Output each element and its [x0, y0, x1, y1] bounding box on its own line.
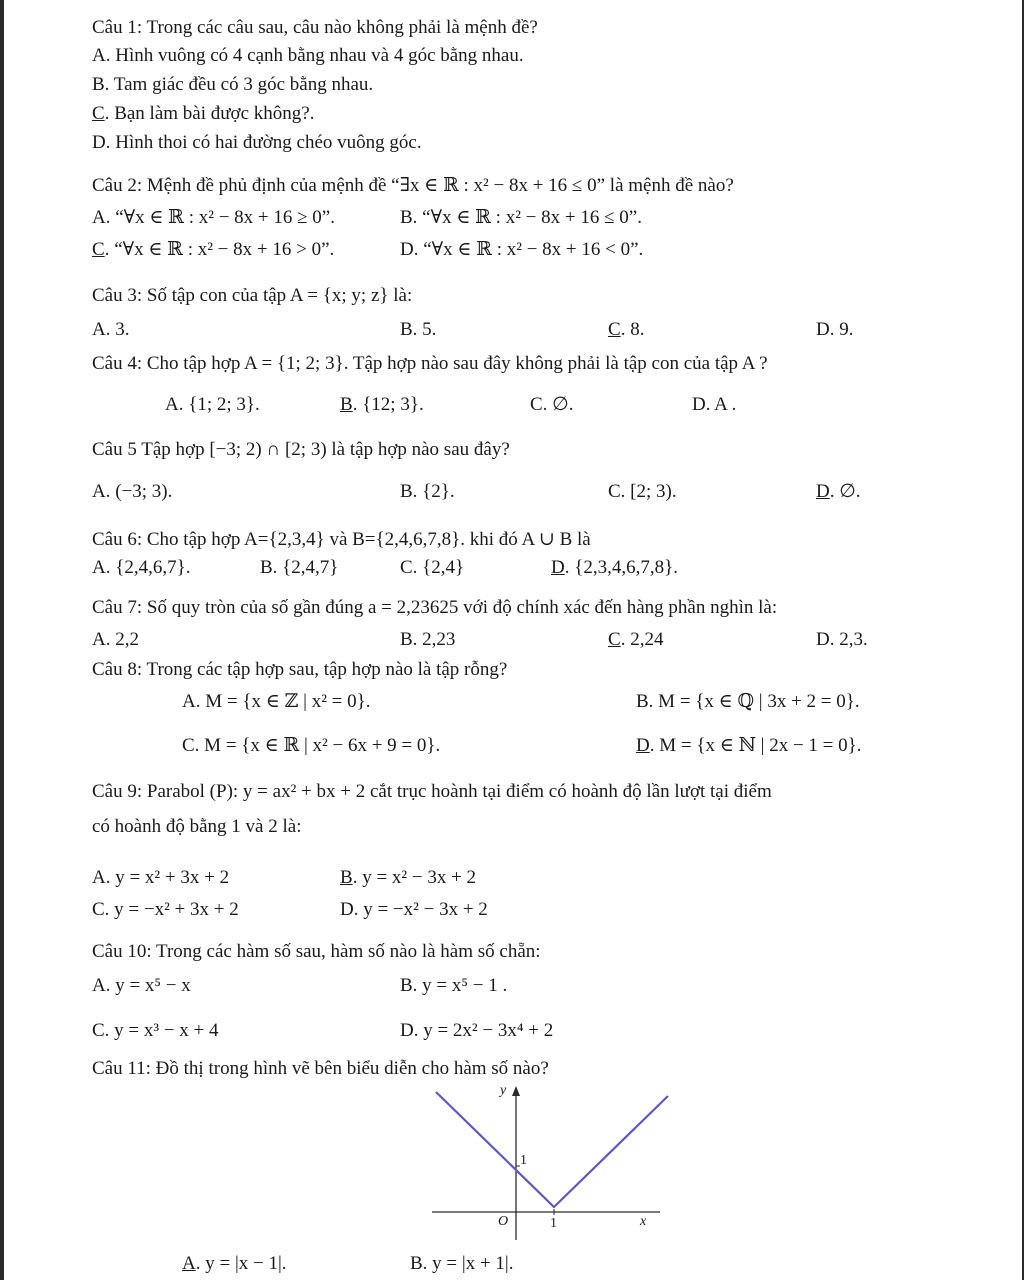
q11-answer-key: A: [182, 1253, 196, 1274]
q6-option-a: A. {2,4,6,7}.: [92, 557, 191, 578]
q4-answer-key: B: [340, 394, 353, 415]
q7-answer-key: C: [608, 629, 621, 650]
q11-graph: [428, 1082, 680, 1244]
origin-label: O: [498, 1214, 509, 1229]
q4-option-b: [340, 393, 424, 417]
q5-option-d-text: . ∅.: [829, 481, 861, 502]
q10-option-d: D. y = 2x² − 3x⁴ + 2: [400, 1020, 554, 1041]
q5-stem: Câu 5 Tập hợp [−3; 2) ∩ [2; 3) là tập hợp nào sau đây?: [92, 439, 510, 460]
q6-answer-key: D: [551, 557, 565, 578]
y-axis-label: y: [500, 1083, 507, 1098]
q6-option-d-text: . {2,3,4,6,7,8}.: [564, 557, 678, 578]
q10-stem: Câu 10: Trong các hàm số sau, hàm số nào là hàm số chẵn:: [92, 941, 541, 962]
q3-answer-key: C: [608, 319, 621, 340]
q11-option-a: [182, 1252, 287, 1276]
q4-option-a: A. {1; 2; 3}.: [165, 394, 260, 415]
x-tick-label: 1: [550, 1216, 557, 1231]
abs-value-graph-line: [436, 1092, 668, 1207]
q5-option-c: C. [2; 3).: [608, 481, 677, 502]
q7-option-d: D. 2,3.: [816, 629, 868, 650]
q6-option-b: B. {2,4,7}: [260, 557, 339, 578]
q1-option-b: B. Tam giác đều có 3 góc bằng nhau.: [92, 74, 374, 95]
q8-option-c: C. M = {x ∈ ℝ | x² − 6x + 9 = 0}.: [182, 735, 441, 756]
q1-option-c: [92, 102, 314, 126]
q3-option-c: [608, 318, 644, 342]
q9-answer-key: B: [340, 867, 353, 888]
q11-stem: Câu 11: Đồ thị trong hình vẽ bên biểu diễn cho hàm số nào?: [92, 1058, 549, 1079]
q2-option-d: D. “∀x ∈ ℝ : x² − 8x + 16 < 0”.: [400, 239, 644, 260]
q4-option-d: D. A .: [692, 394, 737, 415]
q2-option-c-text: . “∀x ∈ ℝ : x² − 8x + 16 > 0”.: [104, 239, 335, 260]
q5-option-b: B. {2}.: [400, 481, 455, 502]
q2-answer-key: C: [92, 239, 105, 260]
q8-option-d-text: . M = {x ∈ ℕ | 2x − 1 = 0}.: [649, 735, 862, 756]
q5-option-d: [816, 480, 861, 504]
q4-option-c: C. ∅.: [530, 394, 574, 415]
q7-option-c-text: . 2,24: [620, 629, 664, 650]
q1-answer-key: C: [92, 103, 105, 124]
q3-option-d: D. 9.: [816, 319, 854, 340]
q6-option-d: [551, 556, 678, 580]
q1-stem: Câu 1: Trong các câu sau, câu nào không phải là mệnh đề?: [92, 17, 538, 38]
q2-stem: Câu 2: Mệnh đề phủ định của mệnh đề “∃x ∈ ℝ : x² − 8x + 16 ≤ 0” là mệnh đề nào?: [92, 175, 734, 196]
q10-option-a: A. y = x⁵ − x: [92, 975, 191, 996]
q10-option-c: C. y = x³ − x + 4: [92, 1020, 219, 1041]
q7-stem: Câu 7: Số quy tròn của số gần đúng a = 2,23625 với độ chính xác đến hàng phần nghìn là:: [92, 597, 778, 618]
q6-option-c: C. {2,4}: [400, 557, 465, 578]
q2-option-c: [92, 238, 334, 262]
q9-stem-line2: có hoành độ bằng 1 và 2 là:: [92, 816, 302, 837]
y-tick-label: 1: [520, 1153, 527, 1168]
q7-option-a: A. 2,2: [92, 629, 139, 650]
q9-option-a: A. y = x² + 3x + 2: [92, 867, 230, 888]
q1-option-c-text: . Bạn làm bài được không?.: [104, 103, 315, 124]
q11-option-b: B. y = |x + 1|.: [410, 1253, 514, 1274]
q8-answer-key: D: [636, 735, 650, 756]
q3-option-a: A. 3.: [92, 319, 130, 340]
y-axis-arrow: [512, 1086, 520, 1096]
q9-option-b-text: . y = x² − 3x + 2: [352, 867, 477, 888]
q8-option-d: [636, 734, 862, 758]
q8-option-a: A. M = {x ∈ ℤ | x² = 0}.: [182, 691, 371, 712]
q1-option-d: D. Hình thoi có hai đường chéo vuông góc.: [92, 132, 422, 153]
q4-option-b-text: . {12; 3}.: [352, 394, 424, 415]
q3-stem: Câu 3: Số tập con của tập A = {x; y; z} là:: [92, 285, 413, 306]
q8-stem: Câu 8: Trong các tập hợp sau, tập hợp nào là tập rỗng?: [92, 659, 508, 680]
q3-option-c-text: . 8.: [620, 319, 645, 340]
q7-option-b: B. 2,23: [400, 629, 456, 650]
q9-option-d: D. y = −x² − 3x + 2: [340, 899, 488, 920]
q2-option-a: A. “∀x ∈ ℝ : x² − 8x + 16 ≥ 0”.: [92, 207, 335, 228]
q9-stem-line1: Câu 9: Parabol (P): y = ax² + bx + 2 cắt trục hoành tại điểm có hoành độ lần lượt tại điểm: [92, 781, 772, 802]
q1-option-a: A. Hình vuông có 4 cạnh bằng nhau và 4 góc bằng nhau.: [92, 45, 524, 66]
q7-option-c: [608, 628, 663, 652]
q9-option-c: C. y = −x² + 3x + 2: [92, 899, 239, 920]
q5-option-a: A. (−3; 3).: [92, 481, 173, 502]
x-axis-label: x: [640, 1214, 647, 1229]
q6-stem: Câu 6: Cho tập hợp A={2,3,4} và B={2,4,6,7,8}. khi đó A ∪ B là: [92, 529, 591, 550]
q3-option-b: B. 5.: [400, 319, 437, 340]
q5-answer-key: D: [816, 481, 830, 502]
q9-option-b: [340, 866, 476, 890]
q11-option-a-text: . y = |x − 1|.: [195, 1253, 287, 1274]
q10-option-b: B. y = x⁵ − 1 .: [400, 975, 508, 996]
q8-option-b: B. M = {x ∈ ℚ | 3x + 2 = 0}.: [636, 691, 860, 712]
q2-option-b: B. “∀x ∈ ℝ : x² − 8x + 16 ≤ 0”.: [400, 207, 642, 228]
q4-stem: Câu 4: Cho tập hợp A = {1; 2; 3}. Tập hợp nào sau đây không phải là tập con của tập A ?: [92, 353, 768, 374]
left-border: [0, 0, 4, 1280]
